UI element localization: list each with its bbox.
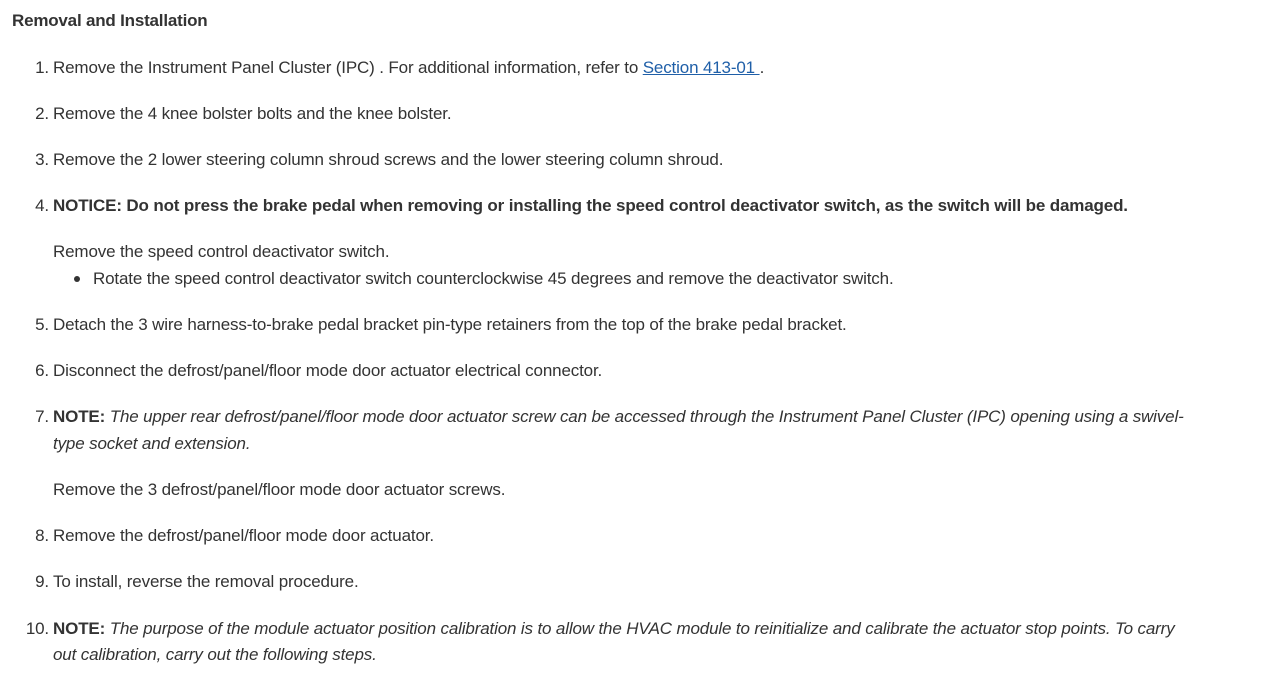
step-number: 3.	[35, 150, 49, 169]
note-line-1: The purpose of the module actuator position calibration is to allow the HVAC module to reinitialize and calibrate the actuator stop points. To carry	[105, 619, 1175, 638]
step-text: Detach the 3 wire harness-to-brake pedal bracket pin-type retainers from the top of the brake pedal bracket.	[53, 315, 847, 334]
note-line-1: The upper rear defrost/panel/floor mode door actuator screw can be accessed through the Instrument Panel Cluster (IPC) opening using a swivel-	[105, 407, 1184, 426]
note-label: NOTE:	[53, 407, 106, 426]
bullet-icon	[74, 276, 80, 282]
step-text-after-link: .	[759, 58, 765, 77]
step-number: 7.	[35, 407, 49, 426]
step-number: 10.	[25, 619, 49, 638]
step-number: 8.	[35, 526, 49, 545]
note-text	[53, 404, 1258, 430]
note-text	[53, 616, 1258, 642]
section-link[interactable]: Section 413-01	[642, 58, 760, 77]
step-4-bullet: Rotate the speed control deactivator switch counterclockwise 45 degrees and remove the deactivator switch.	[93, 269, 894, 288]
note-line-2-text: out calibration, carry out the following steps.	[53, 645, 377, 664]
step-text: To install, reverse the removal procedure.	[53, 572, 359, 591]
step-number: 5.	[35, 315, 49, 334]
notice-text: NOTICE: Do not press the brake pedal when removing or installing the speed control deactivator switch, as the switch will be damaged.	[53, 196, 1128, 215]
note-line-2	[53, 642, 1258, 668]
note-line-2-text: type socket and extension.	[53, 434, 251, 453]
step-text-before-link: Remove the Instrument Panel Cluster (IPC) . For additional information, refer to	[53, 58, 643, 77]
step-text: Remove the defrost/panel/floor mode door actuator.	[53, 526, 434, 545]
step-number: 6.	[35, 361, 49, 380]
note-label: NOTE:	[53, 619, 106, 638]
note-line-2	[53, 431, 1258, 457]
step-4-instruction: Remove the speed control deactivator switch.	[53, 242, 390, 261]
step-7-instruction: Remove the 3 defrost/panel/floor mode door actuator screws.	[53, 480, 506, 499]
step-text: Disconnect the defrost/panel/floor mode door actuator electrical connector.	[53, 361, 603, 380]
step-text: Remove the 4 knee bolster bolts and the knee bolster.	[53, 104, 452, 123]
step-text	[53, 55, 1258, 81]
step-number: 2.	[35, 104, 49, 123]
step-number: 9.	[35, 572, 49, 591]
step-text: Remove the 2 lower steering column shroud screws and the lower steering column shroud.	[53, 150, 724, 169]
step-number: 1.	[35, 58, 49, 77]
step-number: 4.	[35, 196, 49, 215]
page-title: Removal and Installation	[12, 11, 208, 30]
